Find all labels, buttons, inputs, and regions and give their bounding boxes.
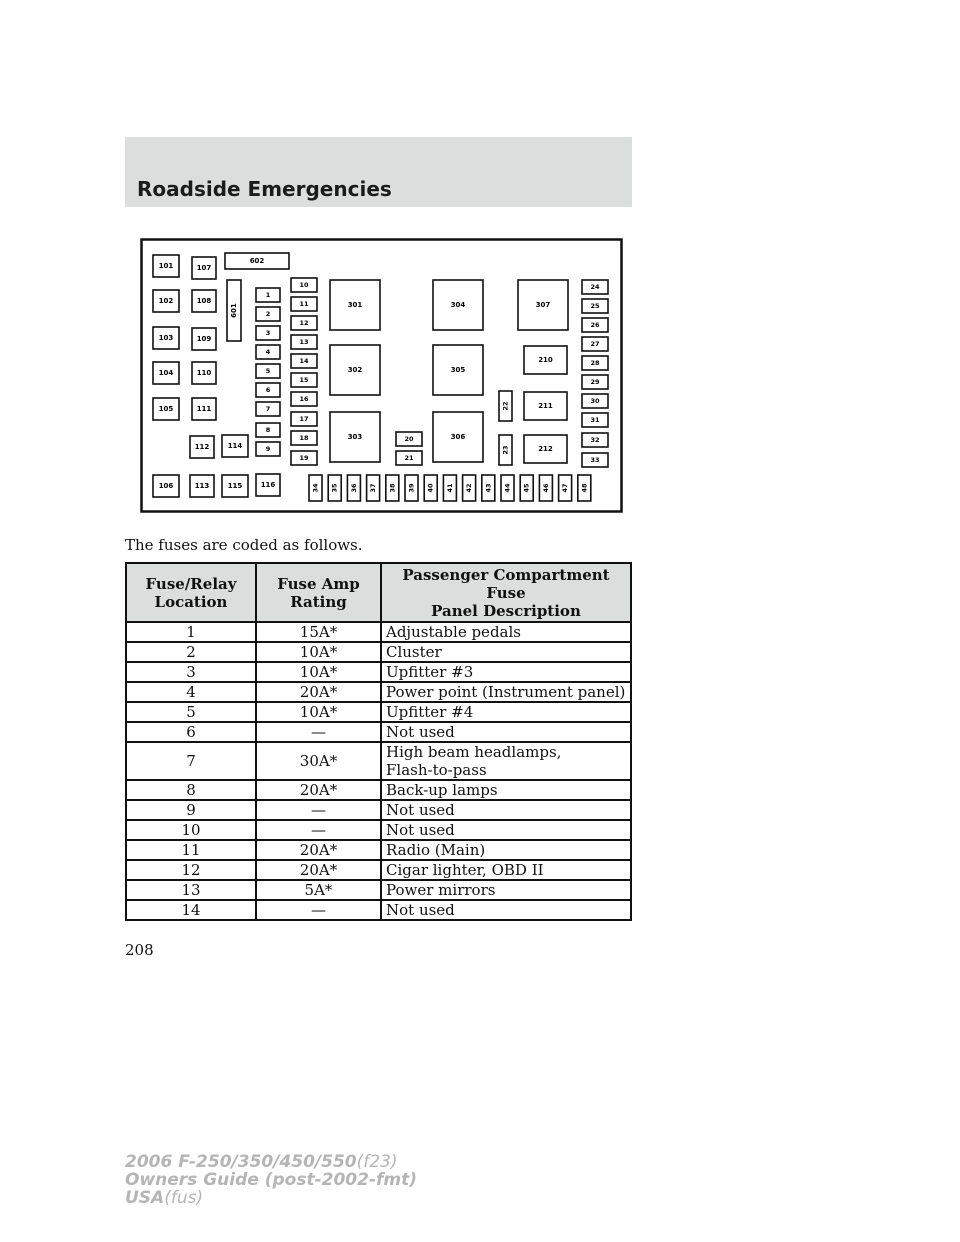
fuse-14 [291, 354, 317, 368]
fuse-4 [256, 345, 280, 359]
row-location-text: 2 [186, 643, 196, 661]
fuse-table-body [126, 622, 631, 920]
fuse-14-label: 14 [299, 357, 309, 365]
row-description [381, 742, 631, 780]
fuse-42-label: 42 [465, 483, 474, 493]
table-row [126, 860, 631, 880]
fuse-panel-svg [140, 238, 623, 513]
relay-301-label: 301 [347, 301, 363, 309]
row-description-text: Radio (Main) [386, 841, 486, 859]
row-description [381, 840, 631, 860]
row-location-text: 13 [181, 881, 201, 899]
fuse-43-label: 43 [484, 483, 493, 493]
row-location-text: 9 [186, 801, 196, 819]
fuse-28 [582, 356, 608, 370]
row-amp [256, 722, 381, 742]
row-amp-text: 10A* [299, 643, 338, 661]
row-location-text: 8 [186, 781, 196, 799]
header-location [126, 563, 256, 622]
row-location-text: 11 [181, 841, 201, 859]
relay-602-label: 602 [249, 257, 265, 265]
fuse-8 [256, 423, 280, 437]
row-description-text: Back-up lamps [386, 781, 498, 799]
fuse-29-label: 29 [590, 378, 600, 386]
row-location [126, 622, 256, 642]
row-location-text: 7 [186, 752, 196, 770]
fuse-109 [192, 328, 216, 350]
fuse-25 [582, 299, 608, 313]
row-amp [256, 860, 381, 880]
relay-306-label: 306 [450, 433, 466, 441]
row-location-text: 1 [186, 623, 196, 641]
row-location [126, 860, 256, 880]
fuse-115-label: 115 [227, 482, 243, 490]
fuse-110 [192, 362, 216, 384]
row-location [126, 780, 256, 800]
table-header-row [126, 563, 631, 622]
fuse-20-label: 20 [404, 435, 414, 443]
row-description-text: Upfitter #4 [386, 703, 474, 721]
relay-306 [433, 412, 483, 462]
fuse-23 [499, 435, 512, 465]
row-location [126, 880, 256, 900]
fuse-16-label: 16 [299, 395, 309, 403]
row-amp [256, 800, 381, 820]
relay-304-label: 304 [450, 301, 466, 309]
fuse-115 [222, 475, 248, 497]
row-description [381, 622, 631, 642]
fuse-7-label: 7 [265, 405, 271, 413]
fuse-26-label: 26 [590, 321, 600, 329]
fuse-101-label: 101 [158, 262, 174, 270]
footer [125, 1153, 417, 1207]
row-amp-text: — [311, 821, 326, 839]
fuse-12 [291, 316, 317, 330]
row-location-text: 5 [186, 703, 196, 721]
footer-line3 [125, 1189, 417, 1207]
row-location-text: 4 [186, 683, 196, 701]
relay-210-label: 210 [538, 356, 553, 364]
fuse-15-label: 15 [299, 376, 309, 384]
fuse-6 [256, 383, 280, 397]
fuse-46 [539, 475, 552, 501]
fuse-table [125, 562, 632, 921]
fuse-47-label: 47 [561, 483, 570, 493]
section-header [125, 137, 632, 207]
row-description [381, 800, 631, 820]
row-description-text: Not used [386, 821, 455, 839]
fuse-114 [222, 435, 248, 457]
fuse-38 [386, 475, 399, 501]
fuse-11 [291, 297, 317, 311]
row-description-text: High beam headlamps, [386, 743, 562, 761]
row-location-text: 12 [181, 861, 201, 879]
footer-lang: (fus) [164, 1188, 204, 1208]
fuse-22-label: 22 [501, 401, 510, 411]
table-row [126, 840, 631, 860]
row-amp [256, 642, 381, 662]
fuse-2 [256, 307, 280, 321]
header-amp [256, 563, 381, 622]
row-description [381, 722, 631, 742]
fuse-32-label: 32 [590, 436, 600, 444]
fuse-103-label: 103 [158, 334, 174, 342]
row-description [381, 820, 631, 840]
row-description-text: Not used [386, 801, 455, 819]
table-row [126, 780, 631, 800]
relay-307 [518, 280, 568, 330]
fuse-112-label: 112 [194, 443, 210, 451]
row-description-text: Cigar lighter, OBD II [386, 861, 544, 879]
row-location [126, 900, 256, 920]
row-amp [256, 820, 381, 840]
fuse-103 [153, 327, 179, 349]
fuse-18-label: 18 [299, 434, 309, 442]
fuse-113-label: 113 [194, 482, 210, 490]
fuse-108 [192, 290, 216, 312]
footer-model: 2006 F-250/350/450/550 [125, 1152, 357, 1172]
footer-line2: Owners Guide (post-2002-fmt) [125, 1170, 418, 1190]
fuse-28-label: 28 [590, 359, 600, 367]
fuse-6-label: 6 [265, 386, 271, 394]
fuse-116-label: 116 [260, 481, 276, 489]
fuse-13 [291, 335, 317, 349]
fuse-111 [192, 398, 216, 420]
row-amp-text: 10A* [299, 703, 338, 721]
section-title: Roadside Emergencies [137, 177, 392, 201]
fuse-102 [153, 290, 179, 312]
fuse-27-label: 27 [590, 340, 600, 348]
fuse-22 [499, 391, 512, 421]
fuse-34 [309, 475, 322, 501]
row-location [126, 722, 256, 742]
fuse-3-label: 3 [265, 329, 271, 337]
table-row [126, 662, 631, 682]
fuse-104 [153, 362, 179, 384]
row-description [381, 662, 631, 682]
fuse-45 [520, 475, 533, 501]
row-description [381, 900, 631, 920]
fuse-11-label: 11 [299, 300, 309, 308]
fuse-17-label: 17 [299, 415, 309, 423]
fuse-5 [256, 364, 280, 378]
fuse-105 [153, 398, 179, 420]
row-description [381, 642, 631, 662]
fuse-44-label: 44 [503, 483, 512, 493]
row-description-line2: Flash-to-pass [386, 761, 487, 779]
relay-212 [524, 435, 567, 463]
row-description-text: Cluster [386, 643, 442, 661]
row-location [126, 662, 256, 682]
fuse-39-label: 39 [407, 483, 416, 493]
fuse-111-label: 111 [196, 405, 212, 413]
fuse-20 [396, 432, 422, 446]
relay-301 [330, 280, 380, 330]
row-amp-text: 20A* [299, 781, 338, 799]
table-row [126, 820, 631, 840]
row-amp-text: — [311, 723, 326, 741]
row-amp-text: 30A* [299, 752, 338, 770]
fuse-3 [256, 326, 280, 340]
fuse-107 [192, 257, 216, 279]
fuse-41 [443, 475, 456, 501]
row-description-text: Not used [386, 901, 455, 919]
relay-302 [330, 345, 380, 395]
intro-text: The fuses are coded as follows. [125, 536, 363, 554]
row-amp-text: 20A* [299, 861, 338, 879]
header-desc-line1: Passenger Compartment Fuse [402, 566, 610, 602]
row-location [126, 702, 256, 722]
fuse-12-label: 12 [299, 319, 309, 327]
row-location-text: 3 [186, 663, 196, 681]
footer-line1 [125, 1153, 417, 1171]
fuse-32 [582, 433, 608, 447]
row-amp-text: 20A* [299, 683, 338, 701]
table-row [126, 622, 631, 642]
row-amp-text: 5A* [304, 881, 333, 899]
relay-601-label: 601 [230, 303, 238, 318]
fuse-114-label: 114 [227, 442, 243, 450]
row-amp [256, 682, 381, 702]
fuse-18 [291, 431, 317, 445]
header-amp-line2: Rating [290, 593, 347, 611]
fuse-5-label: 5 [265, 367, 271, 375]
fuse-24 [582, 280, 608, 294]
page-number: 208 [125, 941, 154, 959]
footer-market: USA [125, 1188, 165, 1208]
relay-303 [330, 412, 380, 462]
row-location [126, 840, 256, 860]
fuse-4-label: 4 [265, 348, 271, 356]
row-description [381, 880, 631, 900]
fuse-35 [328, 475, 341, 501]
fuse-9-label: 9 [265, 445, 271, 453]
fuse-31-label: 31 [590, 416, 600, 424]
relay-305 [433, 345, 483, 395]
header-description [381, 563, 631, 622]
relay-305-label: 305 [450, 366, 466, 374]
row-amp [256, 702, 381, 722]
fuse-40 [424, 475, 437, 501]
fuse-102-label: 102 [158, 297, 174, 305]
fuse-34-label: 34 [311, 483, 320, 493]
row-description [381, 860, 631, 880]
fuse-9 [256, 442, 280, 456]
fuse-25-label: 25 [590, 302, 600, 310]
relay-307-label: 307 [535, 301, 551, 309]
fuse-19 [291, 451, 317, 465]
row-location [126, 742, 256, 780]
row-location [126, 642, 256, 662]
fuse-42 [463, 475, 476, 501]
table-row [126, 880, 631, 900]
row-amp-text: 15A* [299, 623, 338, 641]
fuse-36-label: 36 [349, 483, 358, 493]
fuse-37-label: 37 [369, 483, 378, 493]
fuse-33-label: 33 [590, 456, 600, 464]
row-description [381, 702, 631, 722]
row-description [381, 682, 631, 702]
fuse-16 [291, 392, 317, 406]
fuse-19-label: 19 [299, 454, 309, 462]
row-location [126, 682, 256, 702]
row-amp-text: 20A* [299, 841, 338, 859]
row-amp [256, 622, 381, 642]
row-amp [256, 662, 381, 682]
row-description-text: Adjustable pedals [386, 623, 521, 641]
relay-303-label: 303 [347, 433, 363, 441]
fuse-45-label: 45 [522, 483, 531, 493]
row-location-text: 6 [186, 723, 196, 741]
relay-302-label: 302 [347, 366, 363, 374]
row-amp [256, 900, 381, 920]
fuse-21 [396, 451, 422, 465]
header-amp-line1: Fuse Amp [277, 575, 360, 593]
fuse-23-label: 23 [501, 445, 510, 455]
fuse-104-label: 104 [158, 369, 174, 377]
fuse-47 [559, 475, 572, 501]
row-description [381, 780, 631, 800]
fuse-13-label: 13 [299, 338, 309, 346]
fuse-105-label: 105 [158, 405, 174, 413]
fuse-107-label: 107 [196, 264, 212, 272]
header-location-line2: Location [154, 593, 228, 611]
fuse-108-label: 108 [196, 297, 212, 305]
fuse-17 [291, 412, 317, 426]
row-amp [256, 742, 381, 780]
relay-210 [524, 346, 567, 374]
fuse-26 [582, 318, 608, 332]
fuse-30 [582, 394, 608, 408]
fuse-15 [291, 373, 317, 387]
fuse-7 [256, 402, 280, 416]
fuse-37 [367, 475, 380, 501]
fuse-48-label: 48 [580, 483, 589, 493]
relay-211 [524, 392, 567, 420]
fuse-21-label: 21 [404, 454, 414, 462]
relay-212-label: 212 [538, 445, 553, 453]
header-location-line1: Fuse/Relay [145, 575, 237, 593]
row-amp-text: 10A* [299, 663, 338, 681]
row-amp-text: — [311, 801, 326, 819]
row-description-text: Power mirrors [386, 881, 496, 899]
table-row [126, 642, 631, 662]
fuse-41-label: 41 [445, 483, 454, 493]
table-row [126, 682, 631, 702]
row-amp [256, 840, 381, 860]
fuse-30-label: 30 [590, 397, 600, 405]
row-amp-text: — [311, 901, 326, 919]
fuse-48 [578, 475, 591, 501]
fuse-8-label: 8 [265, 426, 271, 434]
fuse-24-label: 24 [590, 283, 600, 291]
fuse-1 [256, 288, 280, 302]
fuse-1-label: 1 [265, 291, 271, 299]
fuse-46-label: 46 [541, 483, 550, 493]
fuse-36 [347, 475, 360, 501]
relay-211-label: 211 [538, 402, 553, 410]
fuse-43 [482, 475, 495, 501]
fuse-40-label: 40 [426, 483, 435, 493]
fuse-113 [190, 475, 214, 497]
row-location [126, 820, 256, 840]
fuse-2-label: 2 [265, 310, 271, 318]
fuse-44 [501, 475, 514, 501]
fuse-101 [153, 255, 179, 277]
fuse-31 [582, 413, 608, 427]
row-amp [256, 880, 381, 900]
row-amp [256, 780, 381, 800]
fuse-112 [190, 436, 214, 458]
row-location [126, 800, 256, 820]
fuse-106 [153, 475, 179, 497]
fuse-33 [582, 453, 608, 467]
fuse-110-label: 110 [196, 369, 212, 377]
table-row [126, 800, 631, 820]
fuse-39 [405, 475, 418, 501]
row-location-text: 10 [181, 821, 201, 839]
fuse-109-label: 109 [196, 335, 212, 343]
table-row [126, 702, 631, 722]
relay-602 [225, 253, 289, 269]
row-location-text: 14 [181, 901, 201, 919]
fuse-27 [582, 337, 608, 351]
fuse-116 [256, 474, 280, 496]
fuse-29 [582, 375, 608, 389]
header-desc-line2: Panel Description [431, 602, 581, 620]
footer-code: (f23) [356, 1152, 398, 1172]
row-description-text: Power point (Instrument panel) [386, 683, 626, 701]
row-description-text: Not used [386, 723, 455, 741]
table-row [126, 722, 631, 742]
fuse-35-label: 35 [330, 483, 339, 493]
relay-601 [227, 280, 241, 341]
fuse-panel-diagram [140, 238, 623, 513]
fuse-10 [291, 278, 317, 292]
relay-304 [433, 280, 483, 330]
fuse-38-label: 38 [388, 483, 397, 493]
row-description-text: Upfitter #3 [386, 663, 474, 681]
table-row [126, 900, 631, 920]
fuse-106-label: 106 [158, 482, 174, 490]
table-row [126, 742, 631, 780]
fuse-10-label: 10 [299, 281, 309, 289]
